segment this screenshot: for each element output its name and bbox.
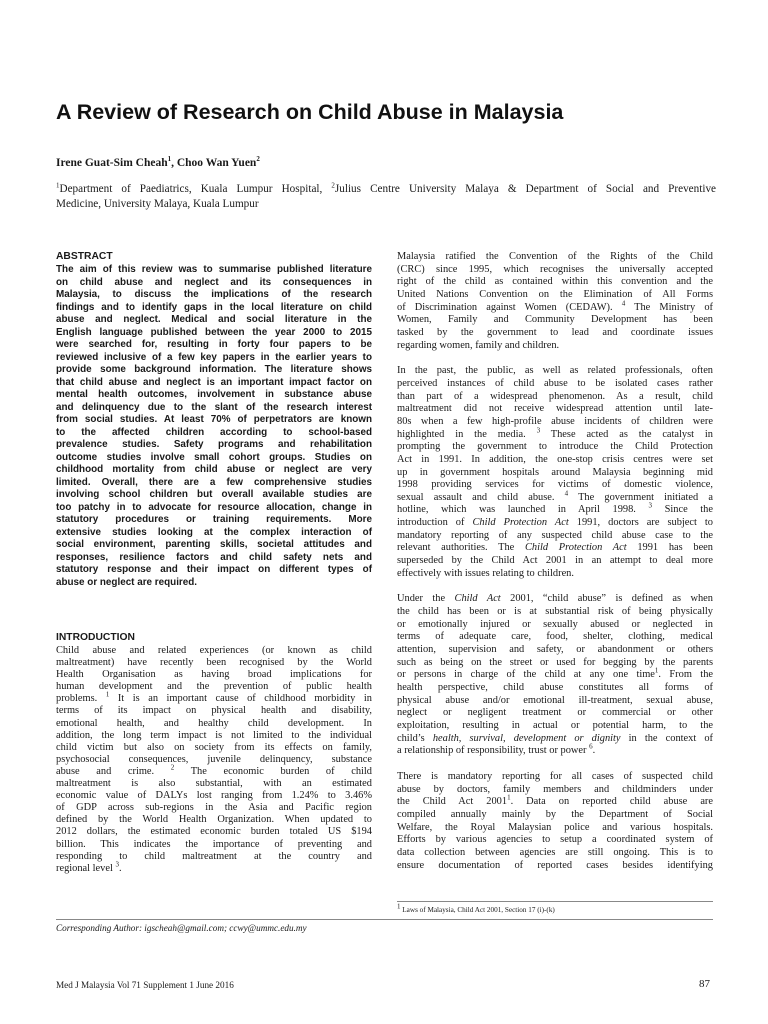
text-line (397, 666, 713, 682)
act-name: Child Protection Act (525, 542, 627, 554)
citation-marker: 3 (115, 860, 119, 869)
text-line: addition, the long term impact is not limited to the individual (56, 729, 372, 741)
act-name: Child Protection Act (472, 517, 569, 529)
affiliation-line: Medicine, University Malaya, Kuala Lumpur (56, 197, 259, 210)
citation-marker: 1 (507, 793, 511, 802)
text-line: statutory procedures or training requirements. More (56, 514, 372, 525)
text-line: responses, resilience factors and child safety nets and (56, 551, 372, 563)
text-run: 2001, “child abuse” is defined as when (500, 593, 713, 605)
text-line: 1998 providing services for victims of domestic violence, (397, 479, 713, 491)
text-run: introduction of (397, 517, 473, 529)
text-run: child’s (397, 732, 433, 744)
text-line: to the affected children according to school-based (56, 426, 372, 438)
right-column (397, 251, 713, 872)
text-line: involving school children but overall available studies are (56, 489, 372, 500)
text-line: mental health outcomes, involvement in substance abuse (56, 389, 372, 400)
text-line: exploitation, resulting in actual or potential harm, to the (397, 719, 713, 731)
text-line: The aim of this review was to summarise published literature (56, 264, 372, 275)
affiliation-marker: 1 (56, 181, 60, 190)
text-run: Since the (652, 504, 713, 516)
paragraph (397, 365, 713, 580)
text-line: maltreatment did not receive widespread attention until late- (397, 403, 713, 415)
text-line: psychosocial consequences, juvenile delinquency, substance (56, 753, 372, 765)
text-run: regional level (56, 862, 116, 874)
affiliation-marker: 2 (331, 181, 335, 190)
text-line (397, 489, 713, 505)
author-name: Choo Wan Yuen (176, 157, 257, 169)
text-run: It is an important cause of childhood morbidity in (109, 693, 372, 705)
text-line: Efforts by various agencies to setup a coordinated system of (397, 834, 713, 846)
introduction-text (56, 645, 372, 875)
author-separator: , (171, 157, 177, 169)
text-line: findings and to identify gaps in the local literature on child (56, 301, 372, 313)
text-line: maltreatment) have recently been recognised by the World (56, 657, 372, 669)
paragraph (397, 251, 713, 352)
text-line: Women, Family and Community Development has been (397, 314, 713, 326)
text-line: social environment, parenting skills, societal attitudes and (56, 539, 372, 550)
text-line: neglect or negligent treatment or commercial or other (397, 707, 713, 719)
text-run: These acted as the catalyst in (540, 428, 714, 440)
text-line: the child has been or is at substantial risk of being physically (397, 606, 713, 618)
text-line: tasked by the government to lead and coordinate issues (397, 326, 713, 338)
citation-marker: 4 (564, 489, 569, 498)
corresponding-divider (56, 919, 713, 920)
text-run: the Child Act 2001 (397, 796, 508, 808)
text-line (397, 742, 713, 758)
text-line: reviewed inclusive of a few key papers in the earlier years to (56, 351, 372, 363)
text-run: sexual assault and child abuse. (397, 491, 565, 503)
text-line (56, 690, 372, 705)
text-line: United Nations Convention on the Elimination of All Forms (397, 288, 713, 300)
citation-marker: 1 (105, 690, 110, 699)
text-line: defined by the World Health Organization. When updated to (56, 814, 372, 826)
text-line: or emotionally injured or sexually abused or neglected in (397, 618, 713, 630)
text-line: that child abuse and neglect is an important impact factor on (56, 376, 372, 388)
affiliation-marker: 2 (256, 155, 260, 164)
text-line: statutory response and their impact on different types of (56, 564, 372, 575)
abstract-heading: ABSTRACT (56, 251, 113, 262)
affiliation-text: Julius Centre University Malaya & Department of Social and Preventive (334, 183, 717, 195)
affiliation-line (56, 182, 716, 197)
page-number: 87 (699, 978, 710, 990)
text-run: problems. (56, 693, 106, 705)
abstract-text (56, 264, 372, 589)
citation-marker: 2 (170, 763, 175, 772)
text-run: The Ministry of (625, 301, 713, 313)
text-line: 80s when a few high-profile abuse incidents of children were (397, 415, 713, 427)
text-line: superseded by the Child Act 2001 in an attempt to deal more (397, 555, 713, 567)
text-run: Under the (397, 593, 455, 605)
text-line: economic value of DALYs lost ranging from 1.24% to 3.46% (56, 790, 372, 802)
text-run: . Data on reported child abuse are (510, 796, 713, 808)
article-title: A Review of Research on Child Abuse in Malaysia (56, 100, 564, 124)
text-line (397, 593, 713, 606)
text-line (56, 860, 372, 875)
text-line: billion. This indicates the importance of preventing and (56, 838, 372, 850)
text-line (397, 517, 713, 530)
text-line: limited. Overall, there are a few comprehensive studies (56, 476, 372, 488)
text-line: than part of a widespread phenomenon. As a result, child (397, 390, 713, 402)
text-line: Health Organisation as having broad implications for (56, 669, 372, 681)
text-run: or persons in charge of the child at any one time (397, 669, 655, 681)
affiliations (56, 182, 716, 211)
text-line: (CRC) since 1995, which recognises the universally accepted (397, 263, 713, 275)
text-line (397, 542, 713, 555)
text-run: in the context of (620, 732, 713, 744)
text-line (397, 299, 713, 315)
text-line: right of the child as contained within this convention and the (397, 276, 713, 288)
text-line: attention, supervision and safety, or abandonment or others (397, 644, 713, 656)
text-line: regarding women, family and children. (397, 339, 560, 351)
text-line: childhood mortality from child abuse or neglect are very (56, 464, 372, 475)
text-line: Malaysia ratified the Convention of the Rights of the Child (397, 251, 713, 262)
text-line: perceived instances of child abuse to be isolated cases rather (397, 377, 713, 389)
text-line: prompting the government to introduce the Child Protection (397, 441, 713, 453)
text-run: relevant authorities. The (397, 542, 525, 554)
text-line: 2012 dollars, the estimated economic burden totaled US $194 (56, 826, 372, 838)
corresponding-author: Corresponding Author: igscheah@gmail.com; ccwy@ummc.edu.my (56, 923, 307, 933)
text-line: from social studies. At least 70% of perpetrators are known (56, 414, 372, 425)
text-run: 1991, doctors are subject to (568, 517, 713, 529)
text-line: abuse by doctors, family members and childminders under (397, 783, 713, 795)
text-line: were searched for, resulting in forty four papers to be (56, 339, 372, 350)
text-line (56, 763, 372, 778)
footnote (397, 902, 713, 915)
affiliation-marker: 1 (167, 155, 172, 164)
text-line: maltreatment is also substantial, with an estimated (56, 778, 372, 790)
author-name: Irene Guat-Sim Cheah (56, 157, 168, 169)
text-line: human development and the prevention of public health (56, 681, 372, 693)
text-line: health perspective, child abuse constitutes all forms of (397, 682, 713, 693)
text-run: The government initiated a (568, 491, 713, 503)
introduction-heading: INTRODUCTION (56, 632, 135, 643)
text-run: . (592, 745, 596, 757)
text-run: . (118, 862, 122, 874)
text-line: Act in 1991. In addition, the one-stop crisis centres were set (397, 453, 713, 465)
footnote-text: Laws of Malaysia, Child Act 2001, Section 17 (i)-(k) (400, 906, 555, 914)
text-run: hotline, which was launched in April 1998. (397, 504, 649, 516)
text-line: child victim but also on society from its effects on family, (56, 741, 372, 753)
text-line: In the past, the public, as well as related professionals, often (397, 365, 713, 377)
text-line: compiled annually mainly by the Department of Social (397, 808, 713, 820)
text-line: effectively with issues relating to children. (397, 567, 574, 579)
footnote-marker: 1 (397, 902, 401, 911)
affiliation-text: Department of Paediatrics, Kuala Lumpur Hospital, (59, 183, 332, 195)
journal-footer: Med J Malaysia Vol 71 Supplement 1 June 2016 (56, 980, 234, 990)
text-line: of GDP across sub-regions in the Asia and Pacific region (56, 802, 372, 814)
citation-marker: 6 (589, 742, 593, 751)
author-list (56, 156, 716, 170)
text-line: provide some background information. The literature shows (56, 364, 372, 375)
text-run: The economic burden of child (174, 765, 372, 777)
act-name: Child Act (454, 593, 501, 605)
text-line: responding to child maltreatment at the country and (56, 850, 372, 862)
text-line: physical abuse and/or emotional ill-treatment, sexual abuse, (397, 694, 713, 706)
text-run: a relationship of responsibility, trust or power (397, 745, 590, 757)
text-line: There is mandatory reporting for all cases of suspected child (397, 770, 713, 782)
citation-marker: 3 (536, 426, 541, 435)
text-run: of Discrimination against Women (CEDAW). (397, 301, 622, 313)
text-line: abuse and neglect. Medical and social literature in the (56, 314, 372, 325)
text-line (397, 793, 713, 809)
emphasis-text: health, survival, development or dignity (432, 732, 621, 744)
paragraph (397, 771, 713, 872)
text-run: abuse and crime. (56, 765, 171, 777)
text-run: . From the (658, 669, 713, 681)
citation-marker: 1 (654, 666, 659, 675)
text-line: ensure documentation of reported cases besides identifying (397, 859, 713, 871)
text-line (397, 426, 714, 442)
citation-marker: 4 (621, 299, 626, 308)
text-line: data collection between agencies are still ongoing. This is to (397, 846, 713, 858)
text-run: highlighted in the media. (397, 428, 537, 440)
text-line (397, 504, 713, 517)
text-line: mandatory reporting of any suspected child abuse case to the (397, 529, 713, 541)
text-line: English language published between the year 2000 to 2015 (56, 326, 372, 338)
text-line: prevalence studies. Safety programs and rehabilitation (56, 439, 372, 450)
text-line: Welfare, the Royal Malaysian police and various hospitals. (397, 821, 713, 833)
footnote-divider (397, 901, 713, 902)
text-line: outcome studies involve small cohort groups. Studies on (56, 451, 372, 463)
text-line: Child abuse and related experiences (or known as child (56, 645, 372, 656)
text-line (397, 733, 713, 746)
text-line: terms of its impact on physical health and disability, (56, 705, 372, 717)
text-line: up in government hospitals around Malaysia beginning mid (397, 466, 713, 478)
text-line: abuse or neglect are required. (56, 576, 198, 588)
text-line: extensive studies looking at the complex interaction of (56, 526, 372, 538)
citation-marker: 3 (648, 502, 653, 510)
text-line: terms of adequate care, food, shelter, clothing, medical (397, 631, 713, 643)
text-line: Malaysia, to discuss the implications of the research (56, 289, 372, 300)
text-line: emotional health, and healthy child development. In (56, 717, 372, 729)
text-line: too patchy in to advocate for resource allocation, change in (56, 501, 372, 513)
text-line: and delinquency due to the slant of the research interest (56, 401, 372, 413)
text-run: 1991 has been (626, 542, 713, 554)
text-line: such as being on the street or used for begging by the parents (397, 656, 713, 668)
paragraph (397, 593, 713, 758)
text-line: on child abuse and neglect and its consequences in (56, 276, 372, 288)
